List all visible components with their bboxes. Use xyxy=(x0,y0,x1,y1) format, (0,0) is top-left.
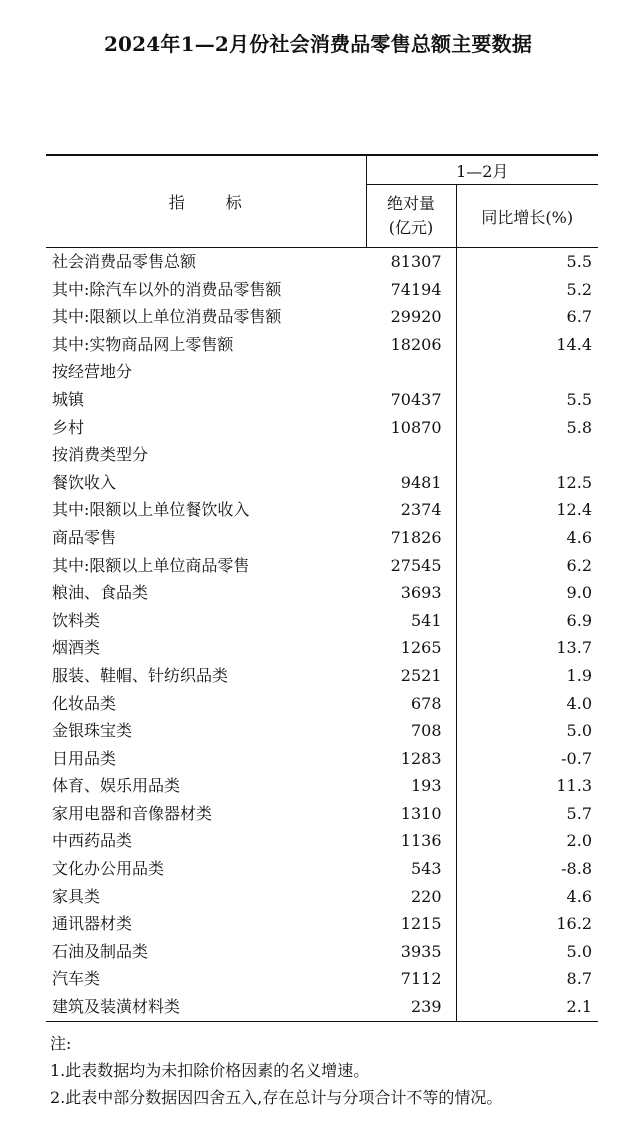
row-absolute-value: 1215 xyxy=(366,910,456,938)
row-absolute-value: 678 xyxy=(366,690,456,718)
row-indicator: 体育、娱乐用品类 xyxy=(52,776,181,796)
row-indicator: 通讯器材类 xyxy=(52,914,133,934)
header-indicator: 指 标 xyxy=(46,155,366,248)
table-row xyxy=(46,965,598,993)
table-body xyxy=(46,248,598,1022)
row-yoy-growth: 4.6 xyxy=(566,886,592,906)
header-absolute-unit: (亿元) xyxy=(388,218,434,237)
row-yoy-growth: 4.0 xyxy=(566,693,592,713)
row-yoy-growth: 13.7 xyxy=(556,638,592,658)
table-header xyxy=(46,155,598,248)
row-absolute-value: 239 xyxy=(366,993,456,1021)
note-item: 2.此表中部分数据因四舍五入,存在总计与分项合计不等的情况。 xyxy=(50,1088,503,1107)
row-yoy-growth: 2.0 xyxy=(566,831,592,851)
row-absolute-value: 81307 xyxy=(366,248,456,276)
table-row xyxy=(46,910,598,938)
row-absolute-value: 10870 xyxy=(366,414,456,442)
row-yoy-growth: 2.1 xyxy=(456,993,598,1021)
table-row xyxy=(46,552,598,580)
table-row xyxy=(46,855,598,883)
row-absolute-value: 74194 xyxy=(366,276,456,304)
row-absolute-value: 7112 xyxy=(366,965,456,993)
row-yoy-growth: 9.0 xyxy=(566,583,592,603)
row-absolute-value: 1136 xyxy=(366,827,456,855)
row-indicator: 金银珠宝类 xyxy=(52,721,133,741)
row-yoy-growth: 4.6 xyxy=(566,527,592,547)
row-indicator: 石油及制品类 xyxy=(52,941,149,961)
row-indicator: 其中:除汽车以外的消费品零售额 xyxy=(52,279,282,299)
table-row xyxy=(46,414,598,442)
table-row xyxy=(46,772,598,800)
row-yoy-growth: -8.8 xyxy=(561,859,592,879)
row-absolute-value: 27545 xyxy=(366,552,456,580)
row-absolute-value: 220 xyxy=(366,883,456,911)
row-indicator: 中西药品类 xyxy=(52,831,133,851)
row-indicator: 餐饮收入 xyxy=(52,472,117,492)
row-yoy-growth: 5.8 xyxy=(566,417,592,437)
row-yoy-growth: 1.9 xyxy=(566,665,592,685)
row-absolute-value xyxy=(366,358,456,386)
header-absolute-line1: 绝对量 xyxy=(386,194,435,213)
note-item: 1.此表数据均为未扣除价格因素的名义增速。 xyxy=(50,1061,370,1080)
row-yoy-growth: 5.2 xyxy=(566,279,592,299)
table-row xyxy=(46,496,598,524)
row-indicator: 汽车类 xyxy=(52,969,101,989)
row-indicator: 其中:限额以上单位商品零售 xyxy=(52,555,250,575)
row-absolute-value: 1283 xyxy=(366,745,456,773)
page-title: 2024年1—2月份社会消费品零售总额主要数据 xyxy=(103,32,533,56)
row-yoy-growth: 12.5 xyxy=(556,472,592,492)
row-indicator: 按经营地分 xyxy=(52,362,133,382)
row-absolute-value: 543 xyxy=(366,855,456,883)
table-row xyxy=(46,634,598,662)
row-yoy-growth: 12.4 xyxy=(556,500,592,520)
table-row xyxy=(46,358,598,386)
row-yoy-growth: 11.3 xyxy=(556,776,592,796)
table-row xyxy=(46,800,598,828)
row-indicator: 化妆品类 xyxy=(52,693,117,713)
row-absolute-value xyxy=(366,441,456,469)
table-row xyxy=(46,276,598,304)
row-absolute-value: 708 xyxy=(366,717,456,745)
row-absolute-value: 541 xyxy=(366,607,456,635)
row-yoy-growth: 6.7 xyxy=(566,307,592,327)
notes xyxy=(50,1030,610,1111)
table-row xyxy=(46,745,598,773)
row-absolute-value: 9481 xyxy=(366,469,456,497)
row-indicator: 商品零售 xyxy=(52,527,117,547)
row-yoy-growth: 6.2 xyxy=(566,555,592,575)
header-yoy: 同比增长(%) xyxy=(456,185,598,248)
row-indicator: 日用品类 xyxy=(52,748,117,768)
row-indicator: 饮料类 xyxy=(52,610,101,630)
table-row xyxy=(46,303,598,331)
row-yoy-growth: 5.0 xyxy=(566,941,592,961)
table-row xyxy=(46,607,598,635)
row-yoy-growth xyxy=(456,441,598,469)
row-yoy-growth: 5.5 xyxy=(566,389,592,409)
header-absolute xyxy=(366,185,456,248)
row-indicator: 城镇 xyxy=(52,389,85,409)
row-absolute-value: 1265 xyxy=(366,634,456,662)
row-yoy-growth: 8.7 xyxy=(566,969,592,989)
row-indicator: 家用电器和音像器材类 xyxy=(52,803,213,823)
row-indicator: 文化办公用品类 xyxy=(52,859,165,879)
table-row xyxy=(46,993,598,1021)
row-indicator: 乡村 xyxy=(52,417,85,437)
row-absolute-value: 3693 xyxy=(366,579,456,607)
table-row xyxy=(46,717,598,745)
row-indicator: 其中:实物商品网上零售额 xyxy=(52,334,234,354)
row-indicator: 家具类 xyxy=(52,886,101,906)
row-absolute-value: 29920 xyxy=(366,303,456,331)
row-absolute-value: 71826 xyxy=(366,524,456,552)
notes-label: 注: xyxy=(50,1034,72,1053)
table-row xyxy=(46,331,598,359)
row-indicator: 其中:限额以上单位消费品零售额 xyxy=(52,307,282,327)
row-absolute-value: 18206 xyxy=(366,331,456,359)
row-absolute-value: 193 xyxy=(366,772,456,800)
row-absolute-value: 2521 xyxy=(366,662,456,690)
table-row xyxy=(46,827,598,855)
table-row xyxy=(46,662,598,690)
row-yoy-growth: 16.2 xyxy=(556,914,592,934)
row-absolute-value: 3935 xyxy=(366,938,456,966)
row-yoy-growth: -0.7 xyxy=(561,748,592,768)
table-row xyxy=(46,524,598,552)
row-indicator: 建筑及装潢材料类 xyxy=(46,993,366,1021)
row-indicator: 社会消费品零售总额 xyxy=(52,252,197,271)
table-row xyxy=(46,248,598,276)
row-indicator: 其中:限额以上单位餐饮收入 xyxy=(52,500,250,520)
row-yoy-growth: 5.5 xyxy=(566,252,592,271)
row-absolute-value: 2374 xyxy=(366,496,456,524)
row-indicator: 粮油、食品类 xyxy=(52,583,149,603)
header-period: 1—2月 xyxy=(366,155,598,185)
row-yoy-growth: 5.0 xyxy=(566,721,592,741)
row-yoy-growth xyxy=(456,358,598,386)
row-absolute-value: 70437 xyxy=(366,386,456,414)
row-indicator: 烟酒类 xyxy=(52,638,101,658)
table-row xyxy=(46,690,598,718)
row-absolute-value: 1310 xyxy=(366,800,456,828)
table-row xyxy=(46,386,598,414)
row-yoy-growth: 6.9 xyxy=(566,610,592,630)
row-yoy-growth: 14.4 xyxy=(556,334,592,354)
table-row xyxy=(46,883,598,911)
row-indicator: 按消费类型分 xyxy=(52,445,149,465)
retail-sales-table xyxy=(46,154,598,1022)
table-row xyxy=(46,579,598,607)
table-row xyxy=(46,469,598,497)
table-row xyxy=(46,938,598,966)
table-row xyxy=(46,441,598,469)
row-indicator: 服装、鞋帽、针纺织品类 xyxy=(52,665,229,685)
row-yoy-growth: 5.7 xyxy=(566,803,592,823)
